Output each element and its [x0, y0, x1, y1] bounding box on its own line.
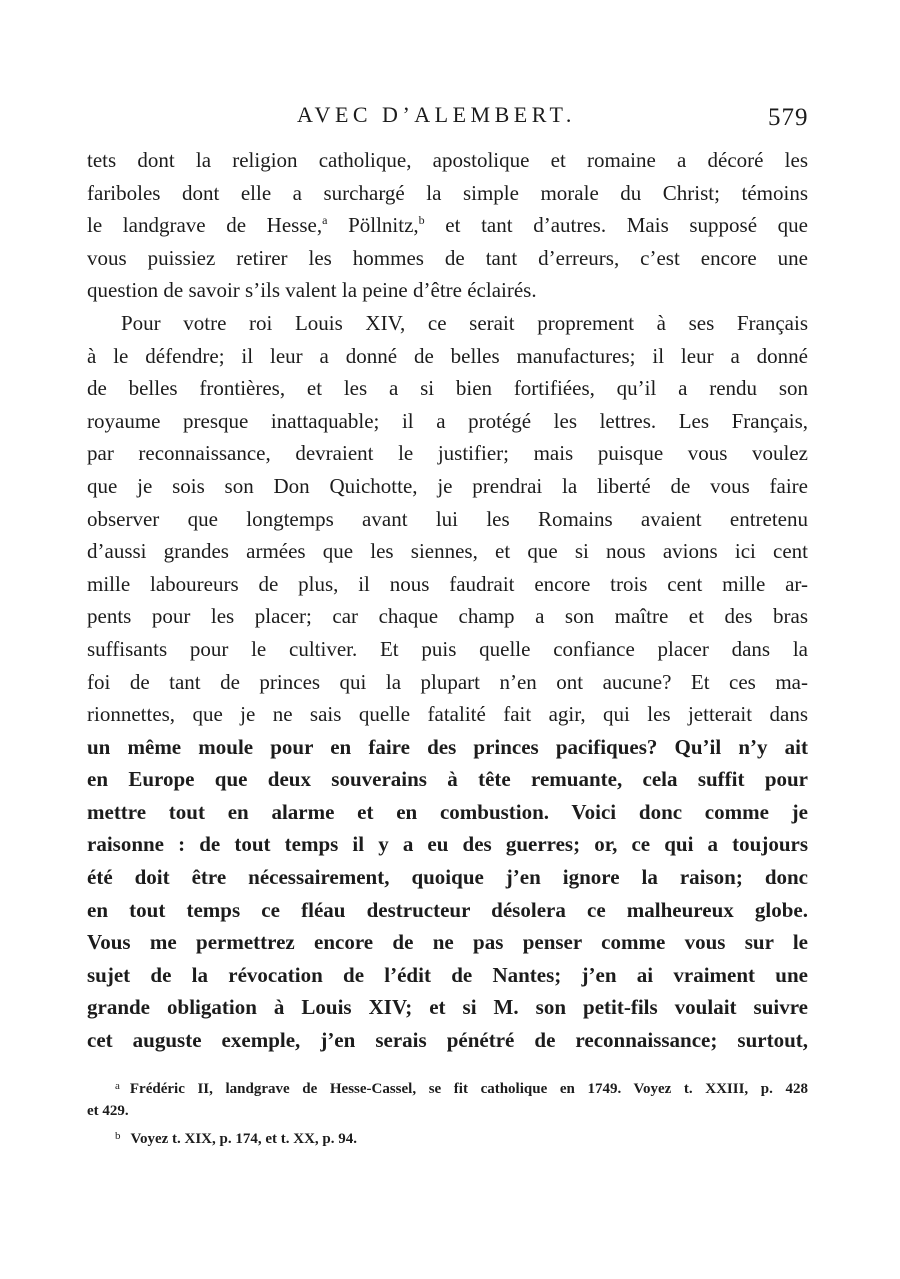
text-fragment: le landgrave de Hesse,: [87, 213, 323, 238]
text-line: observer que longtemps avant lui les Romains avaient entretenu: [87, 506, 808, 531]
text-line: vous puissiez retirer les hommes de tant d’erreurs, c’est encore une: [87, 245, 808, 270]
footnote-b-text: Voyez t. XIX, p. 174, et t. XX, p. 94.: [130, 1131, 358, 1147]
text-line: été doit être nécessairement, quoique j’en ignore la raison; donc: [87, 865, 808, 890]
text-line: question de savoir s’ils valent la peine d’être éclairés.: [87, 278, 537, 303]
text-line: foi de tant de princes qui la plupart n’en ont aucune? Et ces ma-: [87, 669, 808, 694]
text-line: suffisants pour le cultiver. Et puis quelle confiance placer dans la: [87, 636, 808, 661]
footnote-ref-a[interactable]: a: [322, 213, 328, 228]
page-header: [0, 102, 900, 134]
page-number: 579: [768, 104, 809, 131]
text-line: rionnettes, que je ne sais quelle fatalité fait agir, qui les jetterait dans: [87, 702, 808, 727]
text-line: raisonne : de tout temps il y a eu des guerres; or, ce qui a toujours: [87, 832, 808, 857]
text-line: que je sois son Don Quichotte, je prendrai la liberté de vous faire: [87, 473, 808, 498]
text-line: Pour votre roi Louis XIV, ce serait proprement à ses Français: [121, 310, 808, 335]
footnote-marker-b: b: [115, 1130, 121, 1142]
text-line: sujet de la révocation de l’édit de Nantes; j’en ai vraiment une: [87, 962, 808, 987]
text-line: en tout temps ce fléau destructeur désolera ce malheureux globe.: [87, 897, 808, 922]
footnote-marker-a: a: [115, 1080, 120, 1092]
text-line: un même moule pour en faire des princes pacifiques? Qu’il n’y ait: [87, 734, 808, 759]
text-line: grande obligation à Louis XIV; et si M. son petit-fils voulait suivre: [87, 995, 808, 1020]
body-text: [87, 144, 808, 1057]
text-line: à le défendre; il leur a donné de belles manufactures; il leur a donné: [87, 343, 808, 368]
text-line: royaume presque inattaquable; il a protégé les lettres. Les Français,: [87, 408, 808, 433]
text-line: par reconnaissance, devraient le justifier; mais puisque vous voulez: [87, 441, 808, 466]
running-head: AVEC D’ALEMBERT.: [297, 102, 576, 127]
text-line: cet auguste exemple, j’en serais pénétré de reconnaissance; surtout,: [87, 1028, 808, 1053]
text-line: de belles frontières, et les a si bien fortifiées, qu’il a rendu son: [87, 376, 808, 401]
text-line: tets dont la religion catholique, apostolique et romaine a décoré les: [87, 148, 808, 172]
text-line: mettre tout en alarme et en combustion. Voici donc comme je: [87, 799, 808, 824]
footnote-a-continuation: et 429.: [87, 1103, 129, 1119]
text-line: en Europe que deux souverains à tête remuante, cela suffit pour: [87, 767, 808, 792]
footnote-a-text: Frédéric II, landgrave de Hesse-Cassel, se fit catholique en 1749. Voyez t. XXIII, p. 428: [129, 1081, 808, 1097]
text-line: Vous me permettrez encore de ne pas penser comme vous sur le: [87, 930, 808, 955]
footnote-b: [87, 1124, 808, 1149]
text-line: mille laboureurs de plus, il nous faudrait encore trois cent mille ar-: [87, 571, 808, 596]
text-line: pents pour les placer; car chaque champ a son maître et des bras: [87, 604, 808, 629]
text-line: fariboles dont elle a surchargé la simple morale du Christ; témoins: [87, 180, 808, 205]
footnote-a: [87, 1074, 808, 1099]
text-line: d’aussi grandes armées que les siennes, et que si nous avions ici cent: [87, 539, 808, 564]
text-line: [87, 209, 808, 242]
footnotes: [87, 1074, 808, 1149]
footnote-ref-b[interactable]: b: [418, 213, 425, 228]
text-fragment: et tant d’autres. Mais supposé que: [445, 213, 809, 238]
text-fragment: Pöllnitz,: [348, 213, 419, 238]
